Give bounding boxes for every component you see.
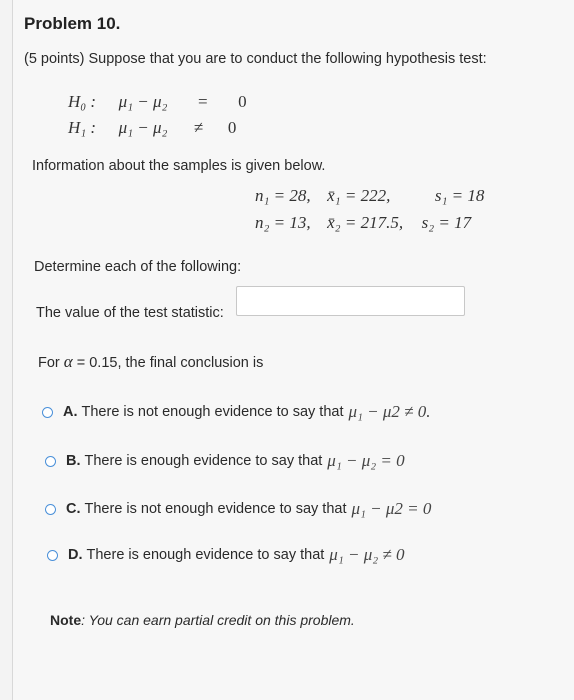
conclusion-prompt xyxy=(38,352,263,372)
h1-relation: ≠ xyxy=(193,118,204,137)
option-d-letter: D. xyxy=(68,547,83,563)
option-a-letter: A. xyxy=(63,404,78,420)
sample-row-2 xyxy=(255,213,471,233)
h1-lhs: μ₁ − μ₂ xyxy=(118,118,168,137)
s1-value: s₁ = 18 xyxy=(434,186,485,205)
option-b-letter: B. xyxy=(66,453,81,469)
option-a[interactable] xyxy=(42,402,431,422)
option-d[interactable] xyxy=(47,545,405,565)
s2-value: s₂ = 17 xyxy=(421,213,472,232)
partial-credit-note xyxy=(50,612,355,628)
conclusion-prompt-pre: For xyxy=(38,355,60,371)
option-a-text: There is not enough evidence to say that xyxy=(81,404,344,420)
option-d-radio[interactable] xyxy=(47,550,58,561)
option-c-math: μ₁ − μ2 = 0 xyxy=(351,499,432,518)
option-c-letter: C. xyxy=(66,501,81,517)
determine-heading: Determine each of the following: xyxy=(34,259,242,275)
option-b-math: μ₁ − μ₂ = 0 xyxy=(327,451,405,470)
option-c-radio[interactable] xyxy=(45,504,56,515)
problem-intro: (5 points) Suppose that you are to conduct the following hypothesis test: xyxy=(24,51,487,67)
option-a-radio[interactable] xyxy=(42,407,53,418)
h1-label: H₁ : xyxy=(68,118,97,137)
option-d-text: There is enough evidence to say that xyxy=(86,547,325,563)
option-b-text: There is enough evidence to say that xyxy=(84,453,323,469)
sample-row-1 xyxy=(255,186,484,206)
samples-intro: Information about the samples is given below. xyxy=(32,158,326,174)
h1-rhs: 0 xyxy=(227,118,237,137)
n2-value: n₂ = 13, xyxy=(255,213,311,232)
option-d-math: μ₁ − μ₂ ≠ 0 xyxy=(329,545,405,564)
option-c[interactable] xyxy=(45,499,431,519)
problem-title: Problem 10. xyxy=(24,14,121,33)
option-b-radio[interactable] xyxy=(45,456,56,467)
option-b[interactable] xyxy=(45,451,405,471)
h0-relation: = xyxy=(197,92,208,111)
xbar2-value: x̄₂ = 217.5, xyxy=(327,213,404,232)
note-label: Note xyxy=(50,612,82,628)
alpha-symbol: α xyxy=(63,352,73,371)
h0-rhs: 0 xyxy=(238,92,247,111)
option-c-text: There is not enough evidence to say that xyxy=(84,501,347,517)
n1-value: n₁ = 28, xyxy=(255,186,311,205)
test-statistic-input[interactable] xyxy=(236,286,465,316)
null-hypothesis xyxy=(68,92,247,112)
conclusion-prompt-post: = 0.15, the final conclusion is xyxy=(76,355,264,371)
alternative-hypothesis xyxy=(68,118,236,138)
xbar1-value: x̄₁ = 222, xyxy=(327,186,391,205)
test-statistic-label: The value of the test statistic: xyxy=(36,305,224,321)
option-a-math: μ₁ − μ2 ≠ 0. xyxy=(348,402,431,421)
note-text: : You can earn partial credit on this problem. xyxy=(81,612,355,628)
h0-lhs: μ₁ − μ₂ xyxy=(118,92,168,111)
h0-label: H₀ : xyxy=(68,92,97,111)
